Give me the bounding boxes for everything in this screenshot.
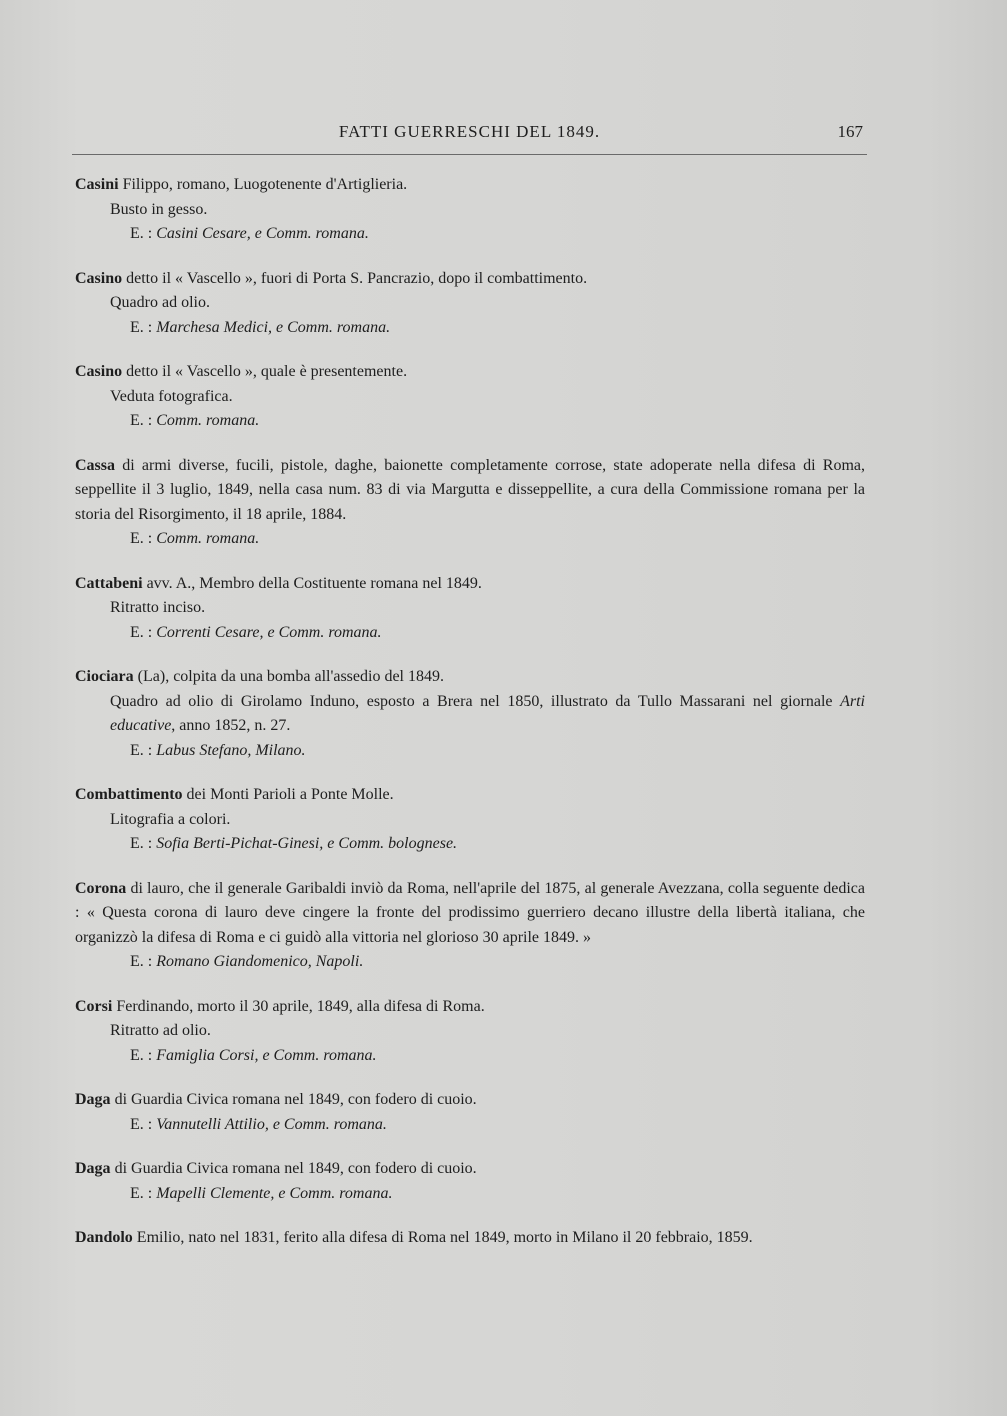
entry-description: Quadro ad olio. — [110, 294, 210, 311]
exhibitor-label: E. : — [130, 953, 157, 970]
entry-text: detto il « Vascello », fuori di Porta S. Pancrazio, dopo il combattimento. — [122, 269, 588, 287]
exhibitor-label: E. : — [130, 741, 157, 759]
entry-daga-2 — [75, 1157, 865, 1206]
journal-title: Arti educative — [110, 692, 865, 734]
entry-heading: Corsi — [75, 997, 113, 1015]
description-text: , anno 1852, n. 27. — [171, 717, 291, 734]
exhibitor-name: Marchesa Medici, e Comm. romana. — [156, 318, 391, 336]
entry-text: Emilio, nato nel 1831, ferito alla difesa di Roma nel 1849, morto in Milano il 20 febbraio, 1859. — [132, 1229, 753, 1246]
exhibitor-name: Vannutelli Attilio, e Comm. romana. — [156, 1115, 387, 1133]
entry-description: Busto in gesso. — [110, 200, 208, 218]
entry-daga-1 — [75, 1088, 865, 1137]
entry-heading: Cattabeni — [75, 574, 143, 592]
entry-ciociara — [75, 665, 865, 763]
exhibitor-label: E. : — [130, 412, 157, 429]
entry-casino-vascello-1 — [75, 267, 865, 341]
entry-dandolo — [75, 1226, 865, 1251]
description-text: Quadro ad olio di Girolamo Induno, esposto a Brera nel 1850, illustrato da Tullo Massarani nel giornale — [110, 692, 841, 710]
entry-heading: Cassa — [75, 456, 116, 474]
entry-heading: Daga — [75, 1160, 111, 1177]
exhibitor-name: Casini Cesare, e Comm. romana. — [156, 225, 369, 242]
entry-description: Ritratto ad olio. — [110, 1022, 211, 1039]
entry-text: detto il « Vascello », quale è presentemente. — [122, 363, 408, 380]
entry-casino-vascello-2 — [75, 360, 865, 434]
exhibitor-name: Sofia Berti-Pichat-Ginesi, e Comm. bolognese. — [156, 835, 458, 852]
page-header — [72, 118, 867, 155]
entry-text: Filippo, romano, Luogotenente d'Artiglieria. — [118, 176, 408, 193]
entry-heading: Dandolo — [75, 1229, 133, 1246]
exhibitor-label: E. : — [130, 835, 157, 852]
exhibitor-name: Comm. romana. — [156, 412, 260, 429]
entry-heading: Casino — [75, 363, 123, 380]
entry-corsi — [75, 995, 865, 1069]
entry-text: (La), colpita da una bomba all'assedio del 1849. — [133, 668, 444, 685]
entry-description: Veduta fotografica. — [110, 387, 233, 405]
exhibitor-label: E. : — [130, 1115, 157, 1133]
entry-text: di armi diverse, fucili, pistole, daghe, baionette completamente corrose, state adoperate nella difesa di Roma, seppellite il 3 luglio, 1849, nella casa num. 83 di via Margutta e disseppellite, a cura della Commissione romana per la storia del Risorgimento, il 18 aprile, 1884. — [75, 456, 865, 523]
exhibitor-label: E. : — [130, 530, 157, 547]
entry-description: Ritratto inciso. — [110, 599, 206, 616]
exhibitor-name: Labus Stefano, Milano. — [156, 741, 306, 759]
entry-heading: Daga — [75, 1091, 111, 1108]
exhibitor-name: Romano Giandomenico, Napoli. — [156, 953, 364, 970]
exhibitor-name: Comm. romana. — [156, 530, 260, 547]
entry-list — [75, 173, 865, 1271]
entry-description — [75, 690, 865, 739]
entry-heading: Combattimento — [75, 786, 183, 803]
entry-casini — [75, 173, 865, 247]
entry-text: di Guardia Civica romana nel 1849, con fodero di cuoio. — [110, 1091, 477, 1108]
exhibitor-label: E. : — [130, 318, 157, 336]
entry-description: Litografia a colori. — [110, 810, 231, 828]
exhibitor-name: Mapelli Clemente, e Comm. romana. — [156, 1184, 393, 1202]
entry-text: di lauro, che il generale Garibaldi inviò da Roma, nell'aprile del 1875, al generale Avezzana, colla seguente dedica : « Questa corona di lauro deve cingere la fronte del prodissimo guerriero decano illustre della libertà italiana, che organizzò la difesa di Roma e ci guidò alla vittoria nel glorioso 30 aprile 1849. » — [75, 879, 865, 946]
entry-heading: Casino — [75, 269, 123, 287]
entry-text: dei Monti Parioli a Ponte Molle. — [182, 786, 394, 803]
entry-cassa — [75, 454, 865, 552]
exhibitor-label: E. : — [130, 623, 157, 641]
entry-combattimento — [75, 783, 865, 857]
exhibitor-label: E. : — [130, 1046, 157, 1064]
entry-corona — [75, 877, 865, 975]
entry-heading: Corona — [75, 879, 127, 897]
exhibitor-name: Famiglia Corsi, e Comm. romana. — [156, 1046, 377, 1064]
entry-cattabeni — [75, 572, 865, 646]
entry-heading: Ciociara — [75, 668, 134, 685]
exhibitor-label: E. : — [130, 225, 157, 242]
entry-text: di Guardia Civica romana nel 1849, con fodero di cuoio. — [110, 1160, 477, 1177]
exhibitor-label: E. : — [130, 1184, 157, 1202]
exhibitor-name: Correnti Cesare, e Comm. romana. — [156, 623, 382, 641]
running-title: FATTI GUERRESCHI DEL 1849. — [338, 122, 601, 141]
entry-heading: Casini — [75, 176, 119, 193]
entry-text: Ferdinando, morto il 30 aprile, 1849, alla difesa di Roma. — [112, 997, 485, 1015]
entry-text: avv. A., Membro della Costituente romana nel 1849. — [142, 574, 482, 592]
page-number: 167 — [837, 122, 863, 141]
